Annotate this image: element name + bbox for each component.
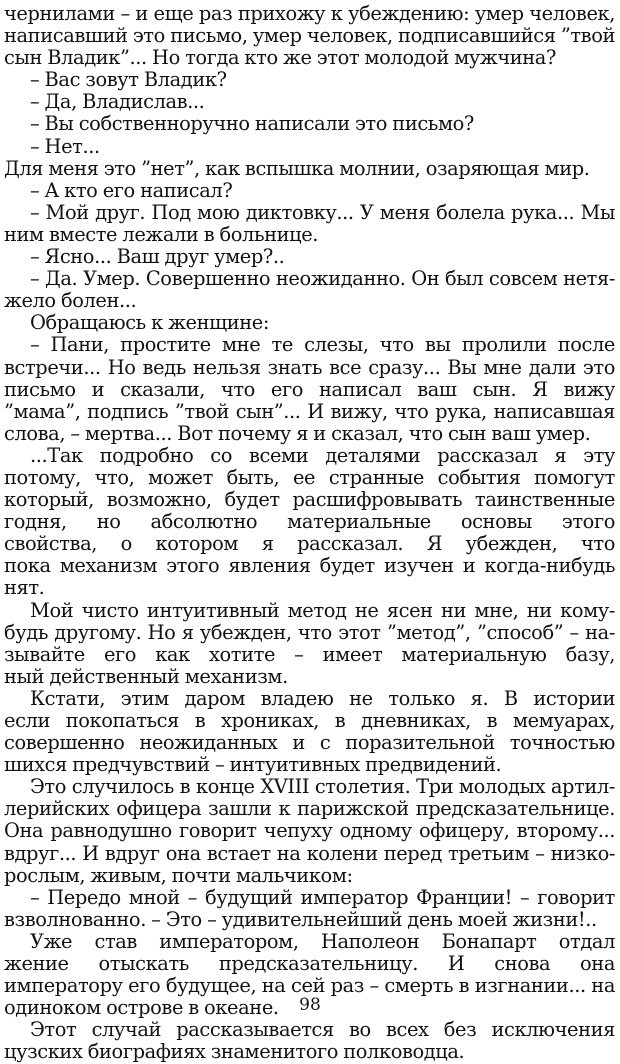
text-line: Мой чисто интуитивный метод не ясен ни мне, ни кому- xyxy=(30,599,615,622)
text-line: ...Так подробно со всеми деталями рассказал я эту xyxy=(30,444,615,467)
text-line: ”мама”, подпись ”твой сын”... И вижу, что рука, написавшая xyxy=(4,400,615,423)
text-line: рослым, живым, почти мальчиком: xyxy=(4,864,353,887)
text-line: свойства, о котором я рассказал. Я убежден, что xyxy=(4,533,615,556)
text-line: – Да, Владислав... xyxy=(30,91,205,114)
text-line: встречи... Но ведь нельзя знать все сразу... Вы мне дали это xyxy=(4,356,615,379)
text-line: сын Владик”... Но тогда кто же этот молодой мужчина? xyxy=(4,47,556,70)
text-line: Обращаюсь к женщине: xyxy=(30,312,269,335)
text-line: Это случилось в конце XVIII столетия. Три молодых артил- xyxy=(30,776,615,799)
text-line: – Да. Умер. Совершенно неожиданно. Он был совсем нетя- xyxy=(30,268,615,291)
text-line: годня, но абсолютно материальные основы этого xyxy=(4,511,615,534)
text-line: Этот случай рассказывается во всех без исключения xyxy=(30,1019,615,1042)
text-line: нят. xyxy=(4,577,45,600)
body-text xyxy=(4,3,615,1064)
text-line: жение отыскать предсказательницу. И снова она xyxy=(4,953,615,976)
text-line: – Вы собственноручно написали это письмо? xyxy=(30,113,474,136)
text-line: императору его будущее, на сей раз – смерть в изгнании... на xyxy=(4,975,615,998)
text-line: – Нет... xyxy=(30,135,100,158)
text-line: вдруг... И вдруг она встает на колени перед третьим – низко- xyxy=(4,842,615,865)
page-number: 98 xyxy=(299,995,321,1015)
text-line: лерийских офицера зашли к парижской предсказательнице. xyxy=(4,798,615,821)
text-line: шихся предчувствий – интуитивных предвидений. xyxy=(4,754,502,777)
text-line: Уже став императором, Наполеон Бонапарт отдал xyxy=(30,930,615,953)
text-line: Кстати, этим даром владею не только я. В истории xyxy=(30,687,615,710)
text-line: зывайте его как хотите – имеет материальную базу, xyxy=(4,643,615,666)
text-line: – А кто его написал? xyxy=(30,179,233,202)
text-line: ним вместе лежали в больнице. xyxy=(4,223,319,246)
text-line: жело болен... xyxy=(4,290,137,313)
text-line: – Передо мной – будущий император Франции! – говорит xyxy=(30,886,615,909)
text-line: если покопаться в хрониках, в дневниках, в мемуарах, xyxy=(4,710,615,732)
text-line: – Вас зовут Владик? xyxy=(30,69,227,92)
text-line: совершенно неожиданных и с поразительной точностью xyxy=(4,732,615,755)
text-line: чернилами – и еще раз прихожу к убеждению: умер человек, xyxy=(4,3,615,25)
text-line: письмо и сказали, что его написал ваш сын. Я вижу xyxy=(4,378,615,401)
text-line: цузских биографиях знаменитого полководца. xyxy=(4,1041,465,1064)
text-line: Для меня это ”нет”, как вспышка молнии, озаряющая мир. xyxy=(4,157,590,180)
text-line: будь другому. Но я убежден, что этот ”метод”, ”способ” – на- xyxy=(4,621,615,644)
text-line: который, возможно, будет расшифровывать таинственные xyxy=(4,489,615,512)
text-line: – Ясно... Ваш друг умер?.. xyxy=(30,246,285,269)
text-line: – Мой друг. Под мою диктовку... У меня болела рука... Мы xyxy=(30,201,615,224)
text-line: написавший это письмо, умер человек, подписавшийся ”твой xyxy=(4,25,615,48)
text-line: взволнованно. – Это – удивительнейший день моей жизни!.. xyxy=(4,908,597,931)
text-line: одиноком острове в океане. xyxy=(4,997,279,1020)
text-line: – Пани, простите мне те слезы, что вы пролили после xyxy=(30,334,615,357)
text-line: Она равнодушно говорит чепуху одному офицеру, второму... xyxy=(4,820,615,843)
text-line: ный действенный механизм. xyxy=(4,665,288,688)
text-line: потому, что, может быть, ее странные события помогут xyxy=(4,466,615,489)
text-line: слова, – мертва... Вот почему я и сказал, что сын ваш умер. xyxy=(4,422,591,445)
text-line: пока механизм этого явления будет изучен и когда-нибудь xyxy=(4,555,615,578)
